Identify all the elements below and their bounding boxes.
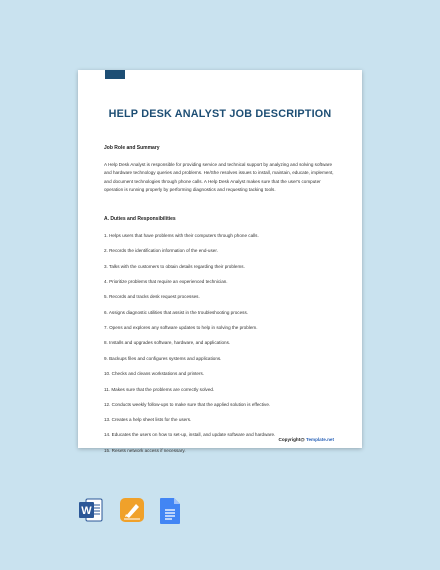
duty-item: 6. Assigns diagnostic utilities that assist in the troubleshooting process.: [104, 310, 249, 315]
duty-item: 9. Backups files and configures systems and applications.: [104, 356, 222, 361]
duty-item: 4. Prioritize problems that require an experienced technician.: [104, 279, 228, 284]
duty-item: 8. Installs and upgrades software, hardware, and applications.: [104, 340, 231, 345]
duty-item: 7. Opens and explores any software updates to help in solving the problem.: [104, 325, 258, 330]
duty-item: 13. Creates a help sheet lists for the users.: [104, 417, 192, 422]
word-letter: W: [81, 505, 92, 517]
duty-item: 12. Conducts weekly follow-ups to make sure that the applied solution is effective.: [104, 402, 271, 407]
duty-item: 5. Records and tracks desk request processes.: [104, 294, 200, 299]
document-title: HELP DESK ANALYST JOB DESCRIPTION: [108, 108, 332, 120]
summary-paragraph: A Help Desk Analyst is responsible for providing service and technical support by analyzing and solving software and hardware technology queries and problems. He/She resolves issues to install, maintain, educate, implement, and document technologies through phone calls. A Help Desk Analyst makes sure that the user's computer operation is running properly by performing diagnostics and requesting tacking tools.: [104, 162, 334, 192]
duties-heading: A. Duties and Responsibilities: [104, 216, 176, 222]
copyright-label: Copyright@: [278, 437, 306, 442]
copyright-footer: [279, 437, 334, 442]
word-icon: [78, 497, 104, 523]
duty-item: 14. Educates the users on how to set-up, install, and update software and hardware.: [104, 432, 276, 437]
duty-item: 1. Helps users that have problems with their computers through phone calls.: [104, 233, 259, 238]
template-net-link[interactable]: Template.net: [306, 437, 334, 442]
google-docs-icon: [159, 497, 181, 525]
summary-heading: Job Role and Summary: [104, 145, 160, 151]
google-docs-format-button[interactable]: [159, 497, 181, 530]
duty-item: 3. Talks with the customers to obtain details regarding their problems.: [104, 264, 245, 269]
pages-format-button[interactable]: [119, 497, 145, 528]
duty-item: 15. Resets network access if necessary.: [104, 448, 186, 453]
duty-item: 11. Makes sure that the problems are correctly solved.: [104, 387, 215, 392]
pages-icon: [119, 497, 145, 523]
duty-item: 2. Records the identification information of the end-user.: [104, 248, 218, 253]
duty-item: 10. Checks and cleans workstations and printers.: [104, 371, 205, 376]
document-footer-area: [78, 70, 362, 448]
word-format-button[interactable]: [78, 497, 104, 528]
